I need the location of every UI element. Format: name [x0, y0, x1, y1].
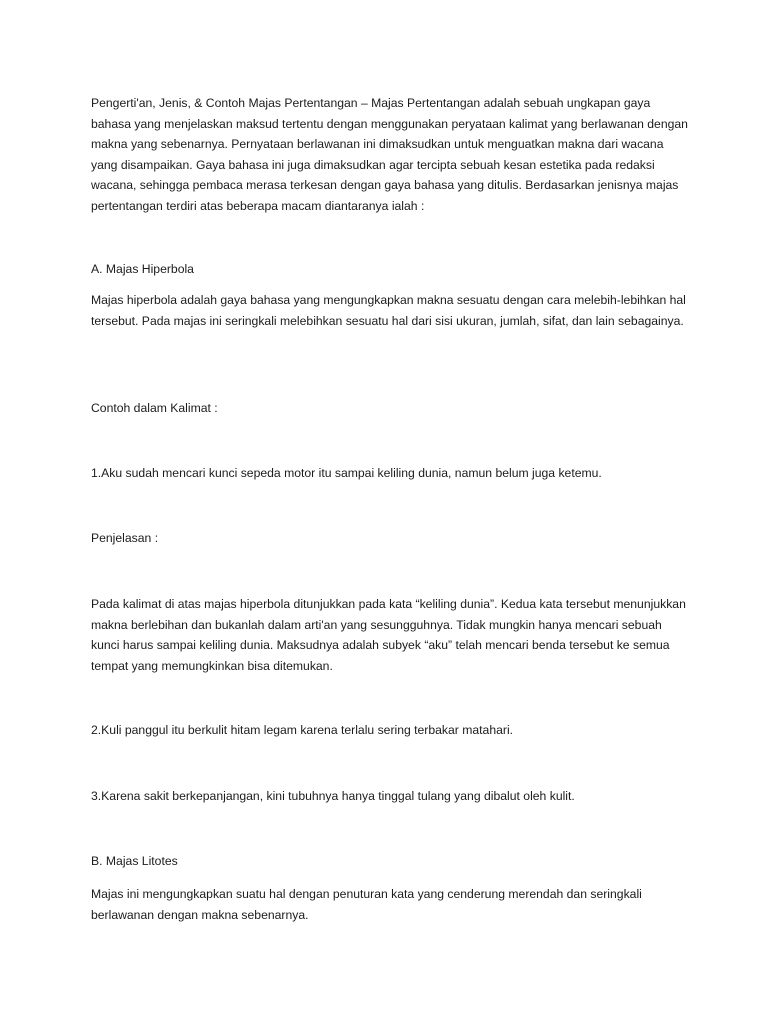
section-a-heading: A. Majas Hiperbola — [91, 262, 194, 276]
section-b-heading: B. Majas Litotes — [91, 854, 178, 868]
intro-paragraph: Pengerti'an, Jenis, & Contoh Majas Pertentangan – Majas Pertentangan adalah sebuah ungkapan gaya bahasa yang menjelaskan maksud tertentu dengan menggunakan peryataan kalimat yang berlawanan dengan makna yang sebenarnya. Pernyataan berlawanan ini dimaksudkan untuk menguatkan makna dari wacana yang disampaikan. Gaya bahasa ini juga dimaksudkan agar tercipta sebuah kesan estetika pada redaksi wacana, sehingga pembaca merasa terkesan dengan gaya bahasa yang ditulis. Berdasarkan jenisnya majas pertentangan terdiri atas beberapa macam diantaranya ialah : — [91, 96, 688, 213]
example-1: 1.Aku sudah mencari kunci sepeda motor itu sampai keliling dunia, namun belum juga ketemu. — [91, 466, 602, 480]
explanation-label: Penjelasan : — [91, 531, 159, 545]
section-a-definition: Majas hiperbola adalah gaya bahasa yang mengungkapkan makna sesuatu dengan cara melebih-lebihkan hal tersebut. Pada majas ini seringkali melebihkan sesuatu hal dari sisi ukuran, jumlah, sifat, dan lain sebagainya. — [91, 293, 686, 328]
example-2: 2.Kuli panggul itu berkulit hitam legam karena terlalu sering terbakar matahari. — [91, 723, 514, 737]
explanation-paragraph: Pada kalimat di atas majas hiperbola ditunjukkan pada kata “keliling dunia”. Kedua kata tersebut menunjukkan makna berlebihan dan bukanlah dalam arti'an yang sesungguhnya. Tidak mungkin hanya mencari sebuah kunci harus sampai keliling dunia. Maksudnya adalah subyek “aku” telah mencari benda tersebut ke semua tempat yang memungkinkan bisa ditemukan. — [91, 597, 686, 673]
examples-label: Contoh dalam Kalimat : — [91, 401, 218, 415]
example-3: 3.Karena sakit berkepanjangan, kini tubuhnya hanya tinggal tulang yang dibalut oleh kulit. — [91, 789, 575, 803]
section-b-definition: Majas ini mengungkapkan suatu hal dengan penuturan kata yang cenderung merendah dan seringkali berlawanan dengan makna sebenarnya. — [91, 887, 642, 922]
